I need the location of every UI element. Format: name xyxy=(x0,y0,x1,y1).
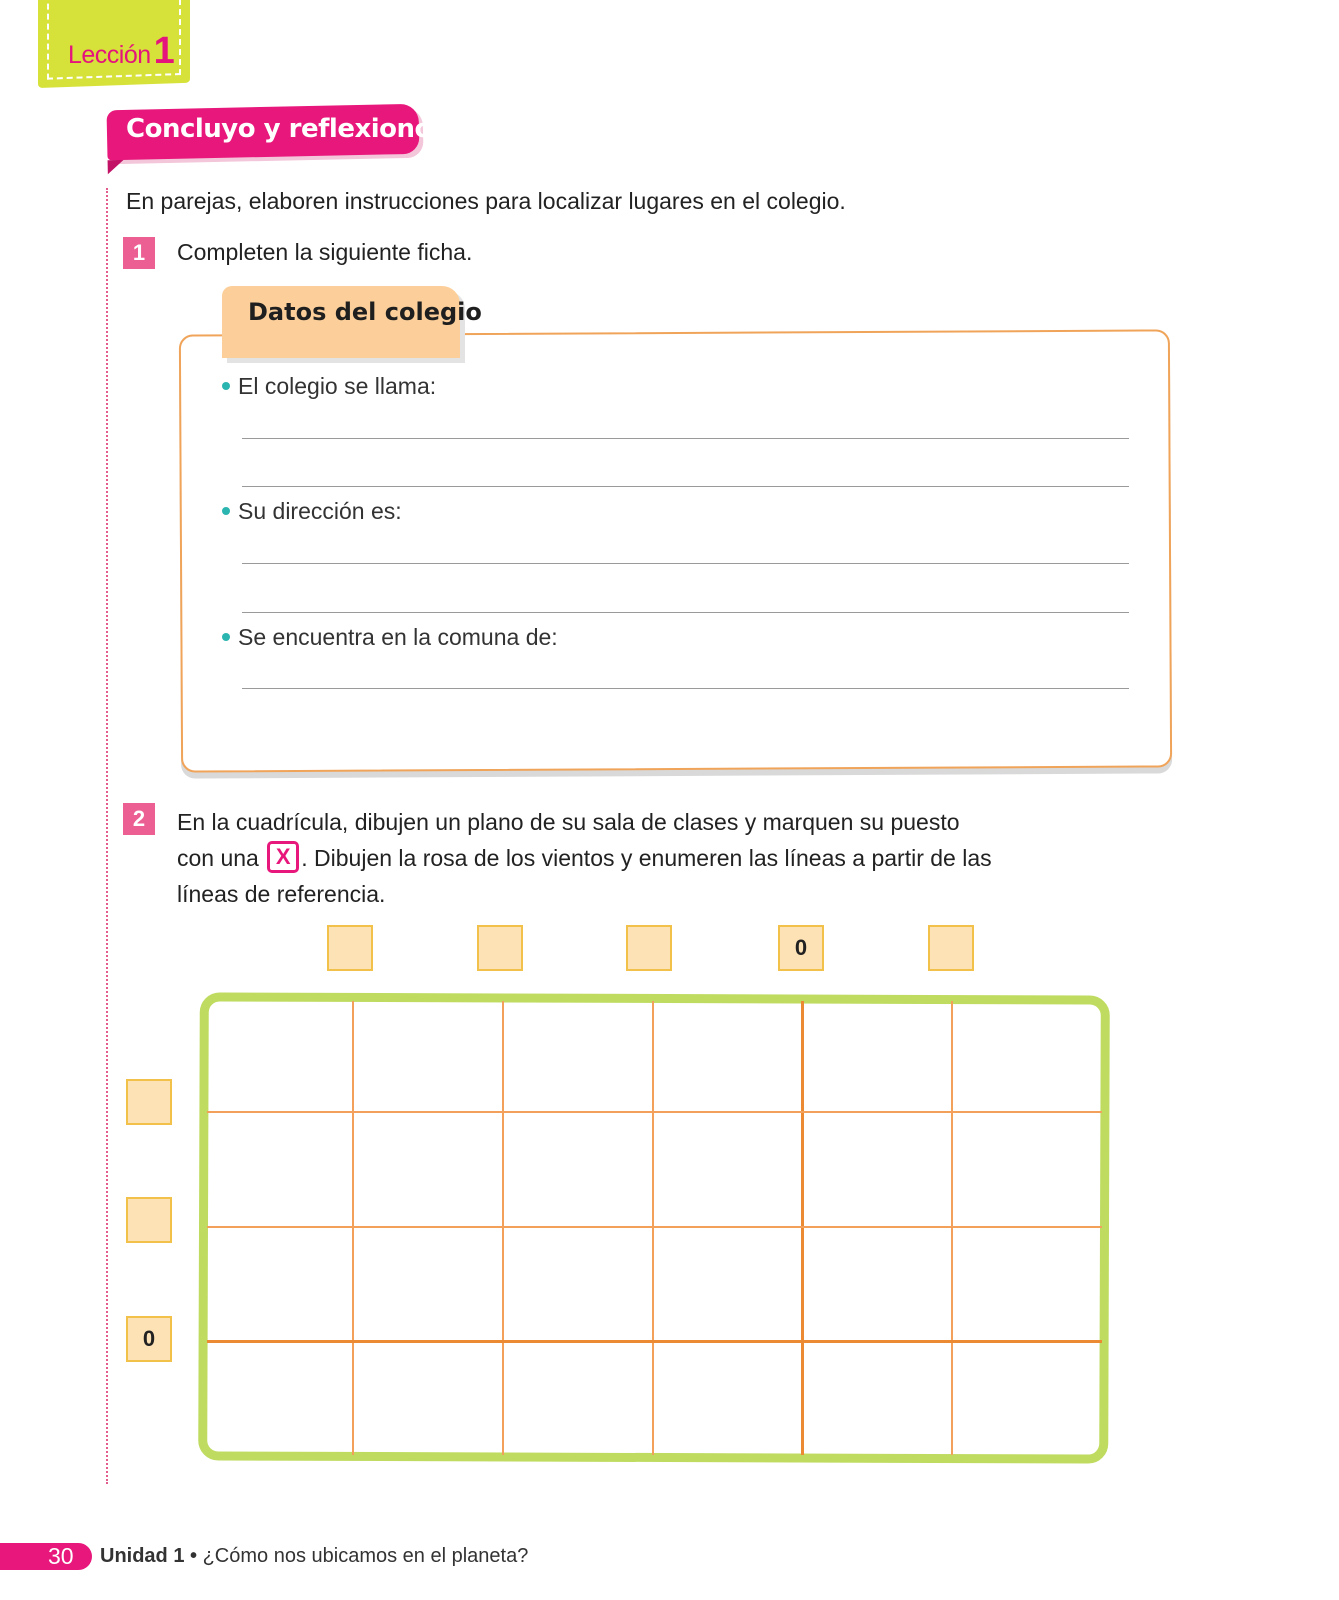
column-number-box[interactable] xyxy=(477,925,523,971)
row-number-box[interactable] xyxy=(126,1079,172,1125)
footer-page-bar xyxy=(0,1543,92,1570)
answer-line-address-2[interactable] xyxy=(242,612,1129,613)
field-school-name-label xyxy=(222,373,436,400)
instruction-line-3: líneas de referencia. xyxy=(177,881,386,907)
activity-1-number: 1 xyxy=(123,237,155,269)
column-number-box[interactable] xyxy=(928,925,974,971)
drawing-grid[interactable] xyxy=(198,992,1110,1463)
lesson-word: Lección xyxy=(68,41,151,69)
answer-line-commune[interactable] xyxy=(242,688,1129,689)
answer-line-name-1[interactable] xyxy=(242,438,1129,439)
footer-unit xyxy=(100,1545,528,1568)
grid-vertical-line xyxy=(352,1001,354,1455)
instruction-line-2-end: . Dibujen la rosa de los vientos y enumeren las líneas a partir de las xyxy=(301,845,992,871)
intro-text: En parejas, elaboren instrucciones para localizar lugares en el colegio. xyxy=(126,188,846,214)
answer-line-name-2[interactable] xyxy=(242,486,1129,487)
grid-reference-vertical-line xyxy=(801,1001,804,1455)
grid-vertical-line xyxy=(502,1001,504,1455)
unit-label: Unidad 1 xyxy=(100,1545,185,1567)
unit-separator: • xyxy=(190,1545,198,1567)
grid-vertical-line xyxy=(951,1001,953,1455)
lesson-label xyxy=(68,30,174,73)
grid-reference-horizontal-line xyxy=(207,1340,1102,1343)
bullet-icon xyxy=(222,382,230,390)
answer-line-address-1[interactable] xyxy=(242,563,1129,564)
instruction-line-2-start: con una xyxy=(177,845,259,871)
lesson-number: 1 xyxy=(153,30,175,72)
grid-horizontal-line xyxy=(207,1111,1102,1113)
column-number-box[interactable] xyxy=(327,925,373,971)
page-number: 30 xyxy=(48,1543,74,1569)
instruction-line-1: En la cuadrícula, dibujen un plano de su sala de clases y marquen su puesto xyxy=(177,809,960,835)
field-commune-label xyxy=(222,624,558,651)
column-reference-box: 0 xyxy=(778,925,824,971)
activity-2-instruction xyxy=(177,804,1037,912)
column-number-box[interactable] xyxy=(626,925,672,971)
field-label-text: Su dirección es: xyxy=(238,498,402,524)
bullet-icon xyxy=(222,507,230,515)
activity-2-number: 2 xyxy=(123,803,155,835)
card-title: Datos del colegio xyxy=(248,298,482,326)
row-number-box[interactable] xyxy=(126,1197,172,1243)
field-label-text: Se encuentra en la comuna de: xyxy=(238,624,558,650)
bullet-icon xyxy=(222,633,230,641)
grid-horizontal-line xyxy=(207,1226,1102,1228)
grid-vertical-line xyxy=(652,1001,654,1455)
unit-title: ¿Cómo nos ubicamos en el planeta? xyxy=(202,1545,529,1567)
margin-dotted-line xyxy=(106,188,108,1484)
activity-1-instruction: Completen la siguiente ficha. xyxy=(177,239,473,265)
x-mark-icon: X xyxy=(267,841,299,873)
instruction-line-2 xyxy=(177,840,1037,876)
section-title: Concluyo y reflexiono xyxy=(126,114,432,144)
field-address-label xyxy=(222,498,402,525)
row-reference-box: 0 xyxy=(126,1316,172,1362)
field-label-text: El colegio se llama: xyxy=(238,373,437,399)
